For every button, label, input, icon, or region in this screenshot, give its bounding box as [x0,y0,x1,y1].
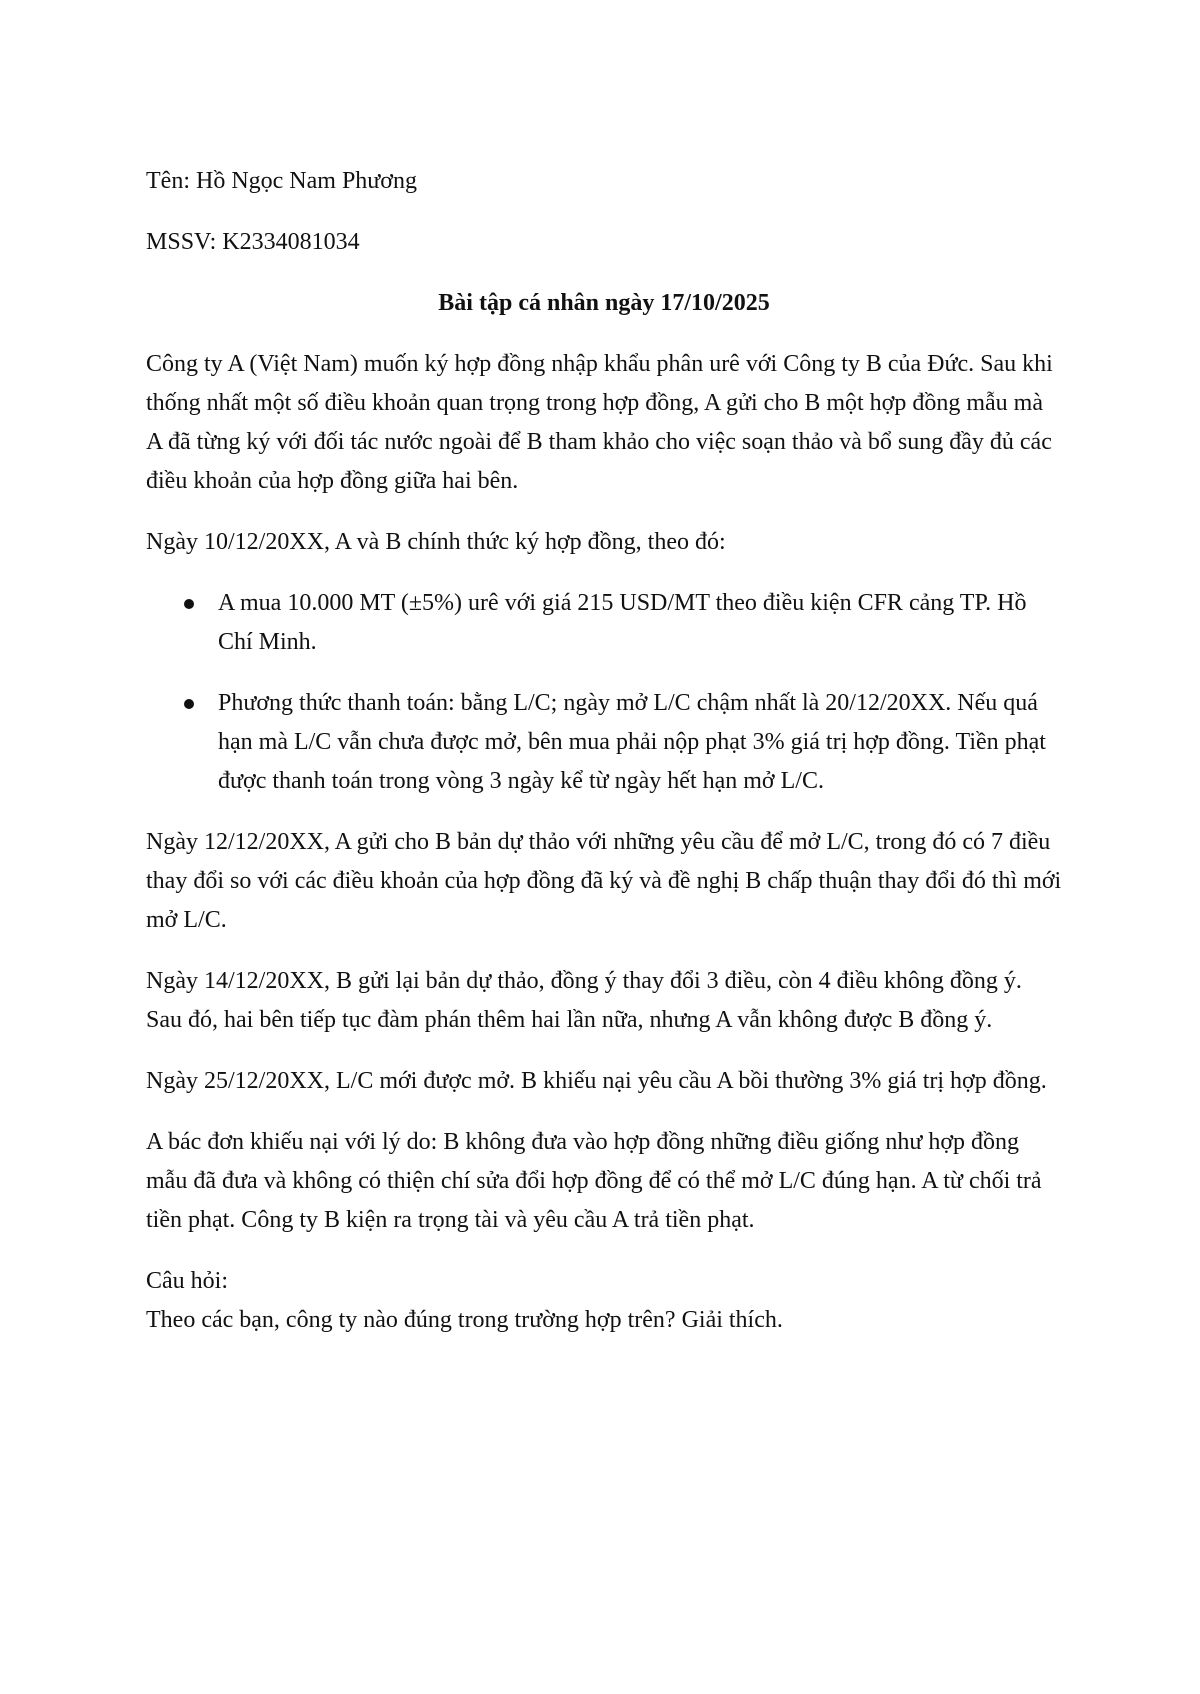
question-label: Câu hỏi: [146,1268,228,1294]
event-paragraph: Ngày 12/12/20XX, A gửi cho B bản dự thảo với những yêu cầu để mở L/C, trong đó có 7 điều thay đổi so với các điều khoản của hợp đồng đã ký và đề nghị B chấp thuận thay đổi đó thì mới mở L/C. [146,829,1062,933]
intro-paragraph: Công ty A (Việt Nam) muốn ký hợp đồng nhập khẩu phân urê với Công ty B của Đức. Sau khi thống nhất một số điều khoản quan trọng trong hợp đồng, A gửi cho B một hợp đồng mẫu mà A đã từng ký với đối tác nước ngoài để B tham khảo cho việc soạn thảo và bổ sung đầy đủ các điều khoản của hợp đồng giữa hai bên. [146,351,1053,494]
student-id: MSSV: K2334081034 [146,229,360,255]
event-paragraph: Ngày 14/12/20XX, B gửi lại bản dự thảo, đồng ý thay đổi 3 điều, còn 4 điều không đồng ý. Sau đó, hai bên tiếp tục đàm phán thêm hai lần nữa, nhưng A vẫn không được B đồng ý. [146,968,1022,1033]
assignment-title: Bài tập cá nhân ngày 17/10/2025 [438,290,770,316]
signing-paragraph: Ngày 10/12/20XX, A và B chính thức ký hợp đồng, theo đó: [146,529,726,555]
event-paragraph: Ngày 25/12/20XX, L/C mới được mở. B khiếu nại yêu cầu A bồi thường 3% giá trị hợp đồng. [146,1068,1047,1094]
question-text: Theo các bạn, công ty nào đúng trong trường hợp trên? Giải thích. [146,1307,783,1333]
list-item-text: Phương thức thanh toán: bằng L/C; ngày mở L/C chậm nhất là 20/12/20XX. Nếu quá hạn mà L/C vẫn chưa được mở, bên mua phải nộp phạt 3% giá trị hợp đồng. Tiền phạt được thanh toán trong vòng 3 ngày kể từ ngày hết hạn mở L/C. [218,690,1046,794]
list-item [146,684,1062,801]
event-paragraph: A bác đơn khiếu nại với lý do: B không đưa vào hợp đồng những điều giống như hợp đồng mẫu đã đưa và không có thiện chí sửa đổi hợp đồng để có thể mở L/C đúng hạn. A từ chối trả tiền phạt. Công ty B kiện ra trọng tài và yêu cầu A trả tiền phạt. [146,1129,1042,1233]
bullet-icon [184,599,194,609]
document-body [146,162,1062,1340]
list-item [146,584,1062,662]
student-name: Tên: Hồ Ngọc Nam Phương [146,168,417,194]
bullet-icon [184,699,194,709]
contract-terms-list [146,584,1062,801]
list-item-text: A mua 10.000 MT (±5%) urê với giá 215 USD/MT theo điều kiện CFR cảng TP. Hồ Chí Minh. [218,590,1027,655]
